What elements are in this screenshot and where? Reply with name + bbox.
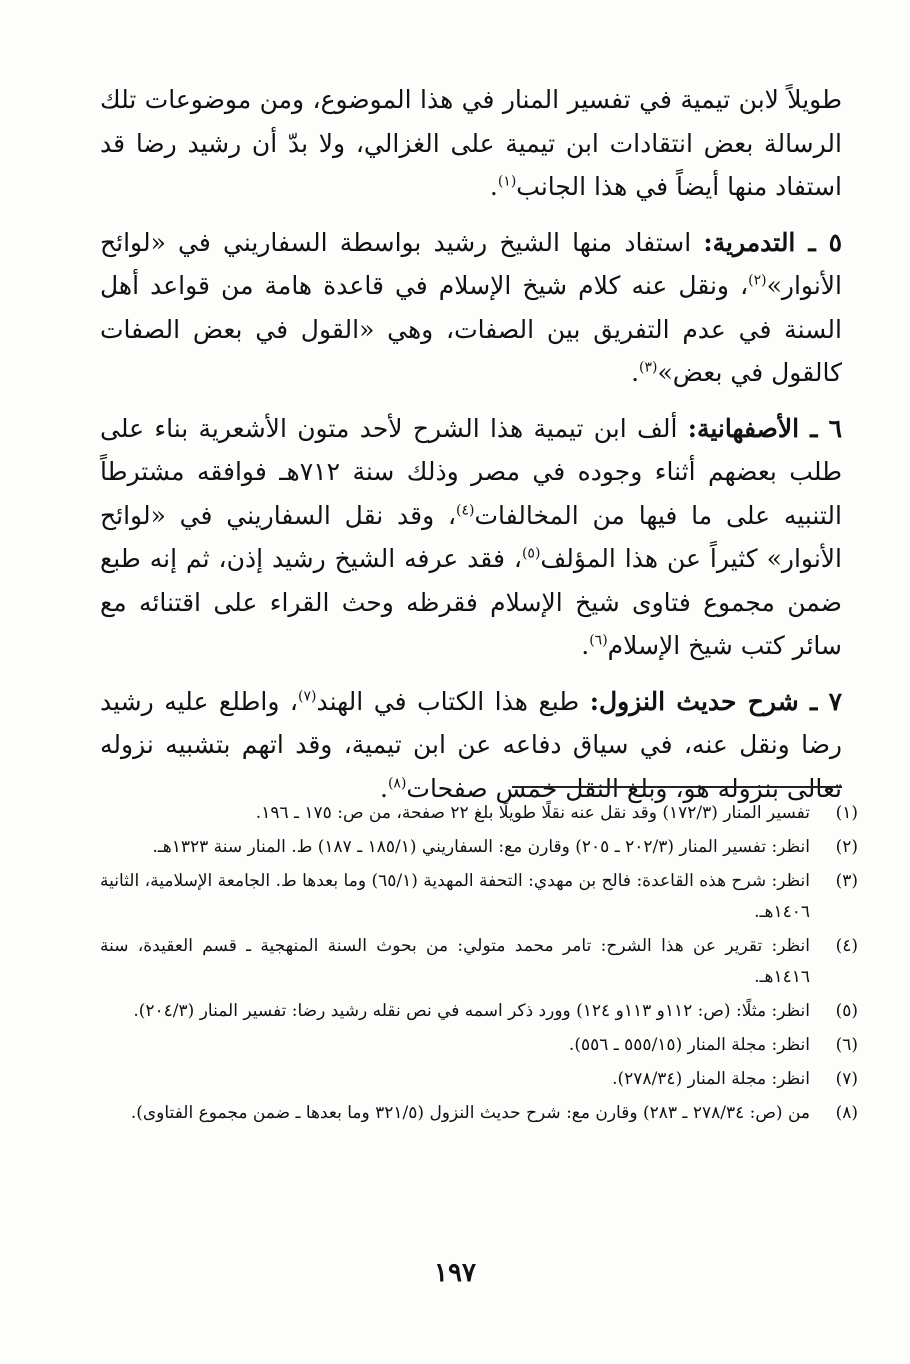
item-number: ٦ ـ bbox=[799, 413, 842, 443]
footnote-ref[interactable]: (١) bbox=[497, 173, 517, 190]
footnote-ref[interactable]: (٢) bbox=[748, 272, 767, 289]
footnote-text: انظر: تفسير المنار (٢٠٢/٣ ـ ٢٠٥) وقارن مع: السفاريني (١٨٥/١ ـ ١٨٧) ط. المنار سنة ١٣٢٣هـ. bbox=[152, 837, 810, 857]
footnote-number: (٦) bbox=[835, 1035, 858, 1055]
footnote-text: تفسير المنار (١٧٢/٣) وقد نقل عنه نقلًا طويلًا بلغ ٢٢ صفحة، من ص: ١٧٥ ـ ١٩٦. bbox=[255, 803, 810, 823]
footnote-text: من (ص: ٢٧٨/٣٤ ـ ٢٨٣) وقارن مع: شرح حديث النزول (٣٢١/٥ وما بعدها ـ ضمن مجموع الفتاوى). bbox=[130, 1103, 810, 1123]
page-number: ١٩٧ bbox=[434, 1258, 476, 1288]
paragraph-tadmuriyya: ٥ ـ التدمرية: استفاد منها الشيخ رشيد بواسطة السفاريني في «لوائح الأنوار»$^{(٢)}$، ونقل عنه كلام شيخ الإسلام في قاعدة هامة من قواعد أهل السنة في عدم التفريق بين الصفات، وهي «القول في بعض الصفات كالقول في بعض»$^{(٣)}$. bbox=[100, 227, 843, 387]
paragraph-nuzul: ٧ ـ شرح حديث النزول: طبع هذا الكتاب في الهند$^{(٧)}$، واطلع عليه رشيد رضا ونقل عنه، في سياق دفاعه عن ابن تيمية، وقد اتهم بتشبيه نزوله تعالى بنزوله هو، وبلغ النقل خمس صفحات$^{(٨)}$. bbox=[100, 686, 843, 803]
paragraph-asfahaniyya: ٦ ـ الأصفهانية: ألف ابن تيمية هذا الشرح لأحد متون الأشعرية بناء على طلب بعضهم أثناء وجوده في مصر وذلك سنة ٧١٢هـ فوافقه مشترطاً التنبيه على ما فيها من المخالفات$^{(٤)}$، وقد نقل السفاريني في «لوائح الأنوار» كثيراً عن هذا المؤلف$^{(٥)}$، فقد عرفه الشيخ رشيد إذن، ثم إنه طبع ضمن مجموع فتاوى شيخ الإسلام فقرظه وحث القراء على اقتنائه مع سائر كتب شيخ الإسلام$^{(٦)}$. bbox=[100, 413, 842, 660]
footnote-number: (٢) bbox=[835, 837, 858, 857]
footnote-divider bbox=[512, 786, 842, 788]
footnote bbox=[100, 996, 858, 1027]
footnote-ref[interactable]: (٦) bbox=[589, 632, 608, 649]
footnote-text: انظر: مجلة المنار (٢٧٨/٣٤). bbox=[612, 1069, 810, 1089]
footnote-ref[interactable]: (٨) bbox=[387, 775, 407, 792]
paragraph-text: طبع هذا الكتاب في الهند bbox=[316, 686, 590, 716]
book-title: شرح حديث النزول: bbox=[589, 686, 799, 716]
item-number: ٧ ـ bbox=[798, 686, 843, 716]
footnote-text: انظر: مثلًا: (ص: ١١٢و ١١٣و ١٢٤) وورد ذكر اسمه في نص نقله رشيد رضا: تفسير المنار (٢٠٤/٣). bbox=[133, 1001, 810, 1021]
footnote-number: (٥) bbox=[835, 1001, 858, 1021]
footnote-ref[interactable]: (٣) bbox=[639, 359, 658, 376]
footnote-ref[interactable]: (٧) bbox=[298, 688, 317, 705]
footnote bbox=[100, 931, 858, 993]
footnote-number: (١) bbox=[835, 803, 858, 823]
paragraph-intro: طويلاً لابن تيمية في تفسير المنار في هذا الموضوع، ومن موضوعات تلك الرسالة بعض انتقادات ابن تيمية على الغزالي، ولا بدّ أن رشيد رضا قد استفاد منها أيضاً في هذا الجانب$^{(١)}$. bbox=[100, 85, 842, 201]
paragraph-text: ألف ابن تيمية هذا الشرح لأحد متون الأشعرية بناء على طلب بعضهم أثناء وجوده في مصر وذلك سنة ٧١٢هـ فوافقه مشترطاً التنبيه على ما فيها من المخالفات bbox=[100, 413, 842, 530]
footnote-number: (٤) bbox=[835, 936, 858, 956]
footnote-text: انظر: شرح هذه القاعدة: فالح بن مهدي: التحفة المهدية (٦٥/١) وما بعدها ط. الجامعة الإسلامية، الثانية ١٤٠٦هـ. bbox=[100, 871, 810, 922]
footnote bbox=[100, 832, 858, 863]
paragraph-text: طويلاً لابن تيمية في تفسير المنار في هذا الموضوع، ومن موضوعات تلك الرسالة بعض انتقادات ابن تيمية على الغزالي، ولا بدّ أن رشيد رضا قد استفاد منها أيضاً في هذا الجانب bbox=[100, 85, 842, 201]
footnote-number: (٨) bbox=[835, 1103, 858, 1123]
paragraph-text: ، واطلع عليه رشيد رضا ونقل عنه، في سياق دفاعه عن ابن تيمية، وقد اتهم بتشبيه نزوله تعالى بنزوله هو، وبلغ النقل خمس صفحات bbox=[100, 686, 842, 803]
footnote-text: انظر: تقرير عن هذا الشرح: تامر محمد متولي: من بحوث السنة المنهجية ـ قسم العقيدة، سنة ١٤١٦هـ. bbox=[100, 936, 810, 987]
footnote bbox=[100, 1098, 858, 1129]
main-text bbox=[100, 78, 842, 810]
paragraph-text: ، ونقل عنه كلام شيخ الإسلام في قاعدة هامة من قواعد أهل السنة في عدم التفريق بين الصفات، وهي «القول في بعض الصفات كالقول في بعض» bbox=[100, 271, 842, 387]
footnote-number: (٣) bbox=[835, 871, 858, 891]
footnote bbox=[100, 1064, 858, 1095]
footnote-ref[interactable]: (٤) bbox=[456, 502, 475, 519]
footnote-text: انظر: مجلة المنار (٥٥٥/١٥ ـ ٥٥٦). bbox=[568, 1035, 810, 1055]
item-number: ٥ ـ bbox=[795, 227, 843, 257]
book-title: التدمرية: bbox=[703, 227, 796, 257]
footnote bbox=[100, 866, 858, 928]
paragraph-text: ، وقد نقل السفاريني في «لوائح الأنوار» كثيراً عن هذا المؤلف bbox=[100, 500, 842, 573]
footnote-number: (٧) bbox=[835, 1069, 858, 1089]
footnote bbox=[100, 1030, 858, 1061]
footnote bbox=[100, 798, 858, 829]
footnote-ref[interactable]: (٥) bbox=[521, 545, 541, 562]
paragraph-text: ، فقد عرفه الشيخ رشيد إذن، ثم إنه طبع ضمن مجموع فتاوى شيخ الإسلام فقرظه وحث القراء على اقتنائه مع سائر كتب شيخ الإسلام bbox=[100, 544, 842, 660]
paragraph-text: استفاد منها الشيخ رشيد بواسطة السفاريني في «لوائح الأنوار» bbox=[100, 227, 842, 300]
book-title: الأصفهانية: bbox=[687, 413, 800, 443]
footnotes bbox=[100, 798, 858, 1132]
